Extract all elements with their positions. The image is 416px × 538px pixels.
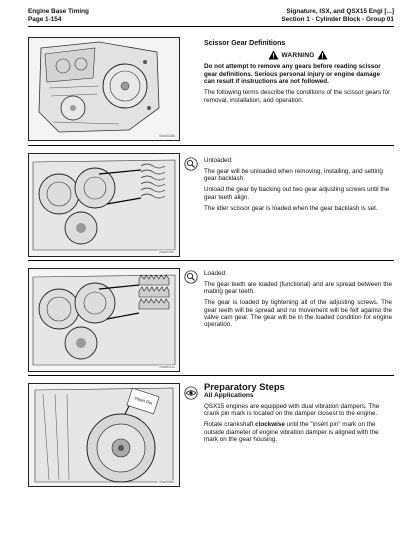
page-header-right	[281, 8, 394, 23]
section-heading: Scissor Gear Definitions	[204, 40, 286, 47]
loaded-definition	[204, 270, 392, 332]
warning-banner	[204, 50, 392, 60]
preparatory-text-1: QSX15 engines are equipped with dual vibration dampers. The crank pin mark is located on the damper closest to the engine.	[204, 402, 380, 418]
manual-title: Signature, ISX, and QSX15 Engi [...]	[286, 8, 394, 15]
figure-id: 00a00356	[159, 134, 175, 138]
figure-id: 00a00357	[159, 250, 175, 254]
vibration-damper-figure	[28, 383, 180, 487]
scissor-gear-definitions	[204, 40, 392, 107]
insert-pin-callout: Insert Pin	[133, 395, 154, 406]
loaded-text-1: The gear teeth are loaded (functional) and are spread between the mating gear teeth.	[204, 280, 392, 296]
loaded-text-2: The gear is loaded by tightening all of the adjusting screws. The gear teeth will be spread and no movement will be felt against the valve cam gear. The gear will be in the loaded condition for engine operation.	[204, 299, 392, 329]
warning-label: WARNING	[281, 51, 315, 59]
vibration-damper-illustration	[29, 384, 179, 486]
document-title: Engine Base Timing	[28, 8, 89, 15]
unloaded-gear-figure	[28, 153, 180, 257]
preparatory-steps	[204, 383, 392, 447]
loaded-label: Loaded:	[204, 270, 227, 277]
unloaded-label: Unloaded:	[204, 157, 233, 164]
gear-inspect-icon	[184, 270, 198, 284]
section-divider	[28, 26, 394, 27]
warning-text: Do not attempt to remove any gears before reading scissor gear definitions. Serious personal injury or engine damage can result if instructions are not followed.	[204, 63, 381, 86]
eye-inspect-icon	[184, 386, 198, 400]
engine-block-illustration	[29, 38, 179, 140]
warning-triangle-icon	[268, 50, 279, 60]
loaded-gear-figure	[28, 268, 180, 372]
section-title: Section 1 - Cylinder Block - Group 01	[281, 15, 394, 23]
unloaded-text-1: The gear will be unloaded when removing, installing, and setting gear backlash.	[204, 167, 383, 183]
warning-triangle-icon	[317, 50, 328, 60]
unloaded-text-3: The idler scissor gear is loaded when the gear backlash is set.	[204, 204, 378, 212]
unloaded-gear-illustration	[29, 154, 179, 256]
engine-block-figure	[28, 37, 180, 141]
unloaded-definition	[204, 157, 392, 215]
unloaded-text-2: Unload the gear by backing out two gear adjusting screws until the gear teeth align.	[204, 186, 390, 201]
section-divider	[28, 260, 394, 261]
section-divider	[28, 375, 394, 376]
figure-id: 00a00111	[159, 365, 175, 369]
page-header-left	[28, 8, 89, 23]
section-divider	[28, 145, 394, 146]
figure-id: 00a00661	[159, 480, 175, 484]
preparatory-text-2: Rotate crankshaft clockwise until the "insert pin" mark on the outside diameter of engine vibration damper is aligned with the mark on the gear housing.	[204, 421, 379, 443]
page-number: Page 1-154	[28, 15, 62, 23]
definitions-intro: The following terms describe the conditions of the scissor gears for removal, installation, and operation.	[204, 89, 391, 104]
preparatory-heading: Preparatory Steps	[204, 381, 285, 392]
gear-inspect-icon	[184, 157, 198, 171]
clockwise-emphasis: clockwise	[255, 421, 285, 429]
loaded-gear-illustration	[29, 269, 179, 371]
all-applications-subheading: All Applications	[204, 392, 254, 400]
